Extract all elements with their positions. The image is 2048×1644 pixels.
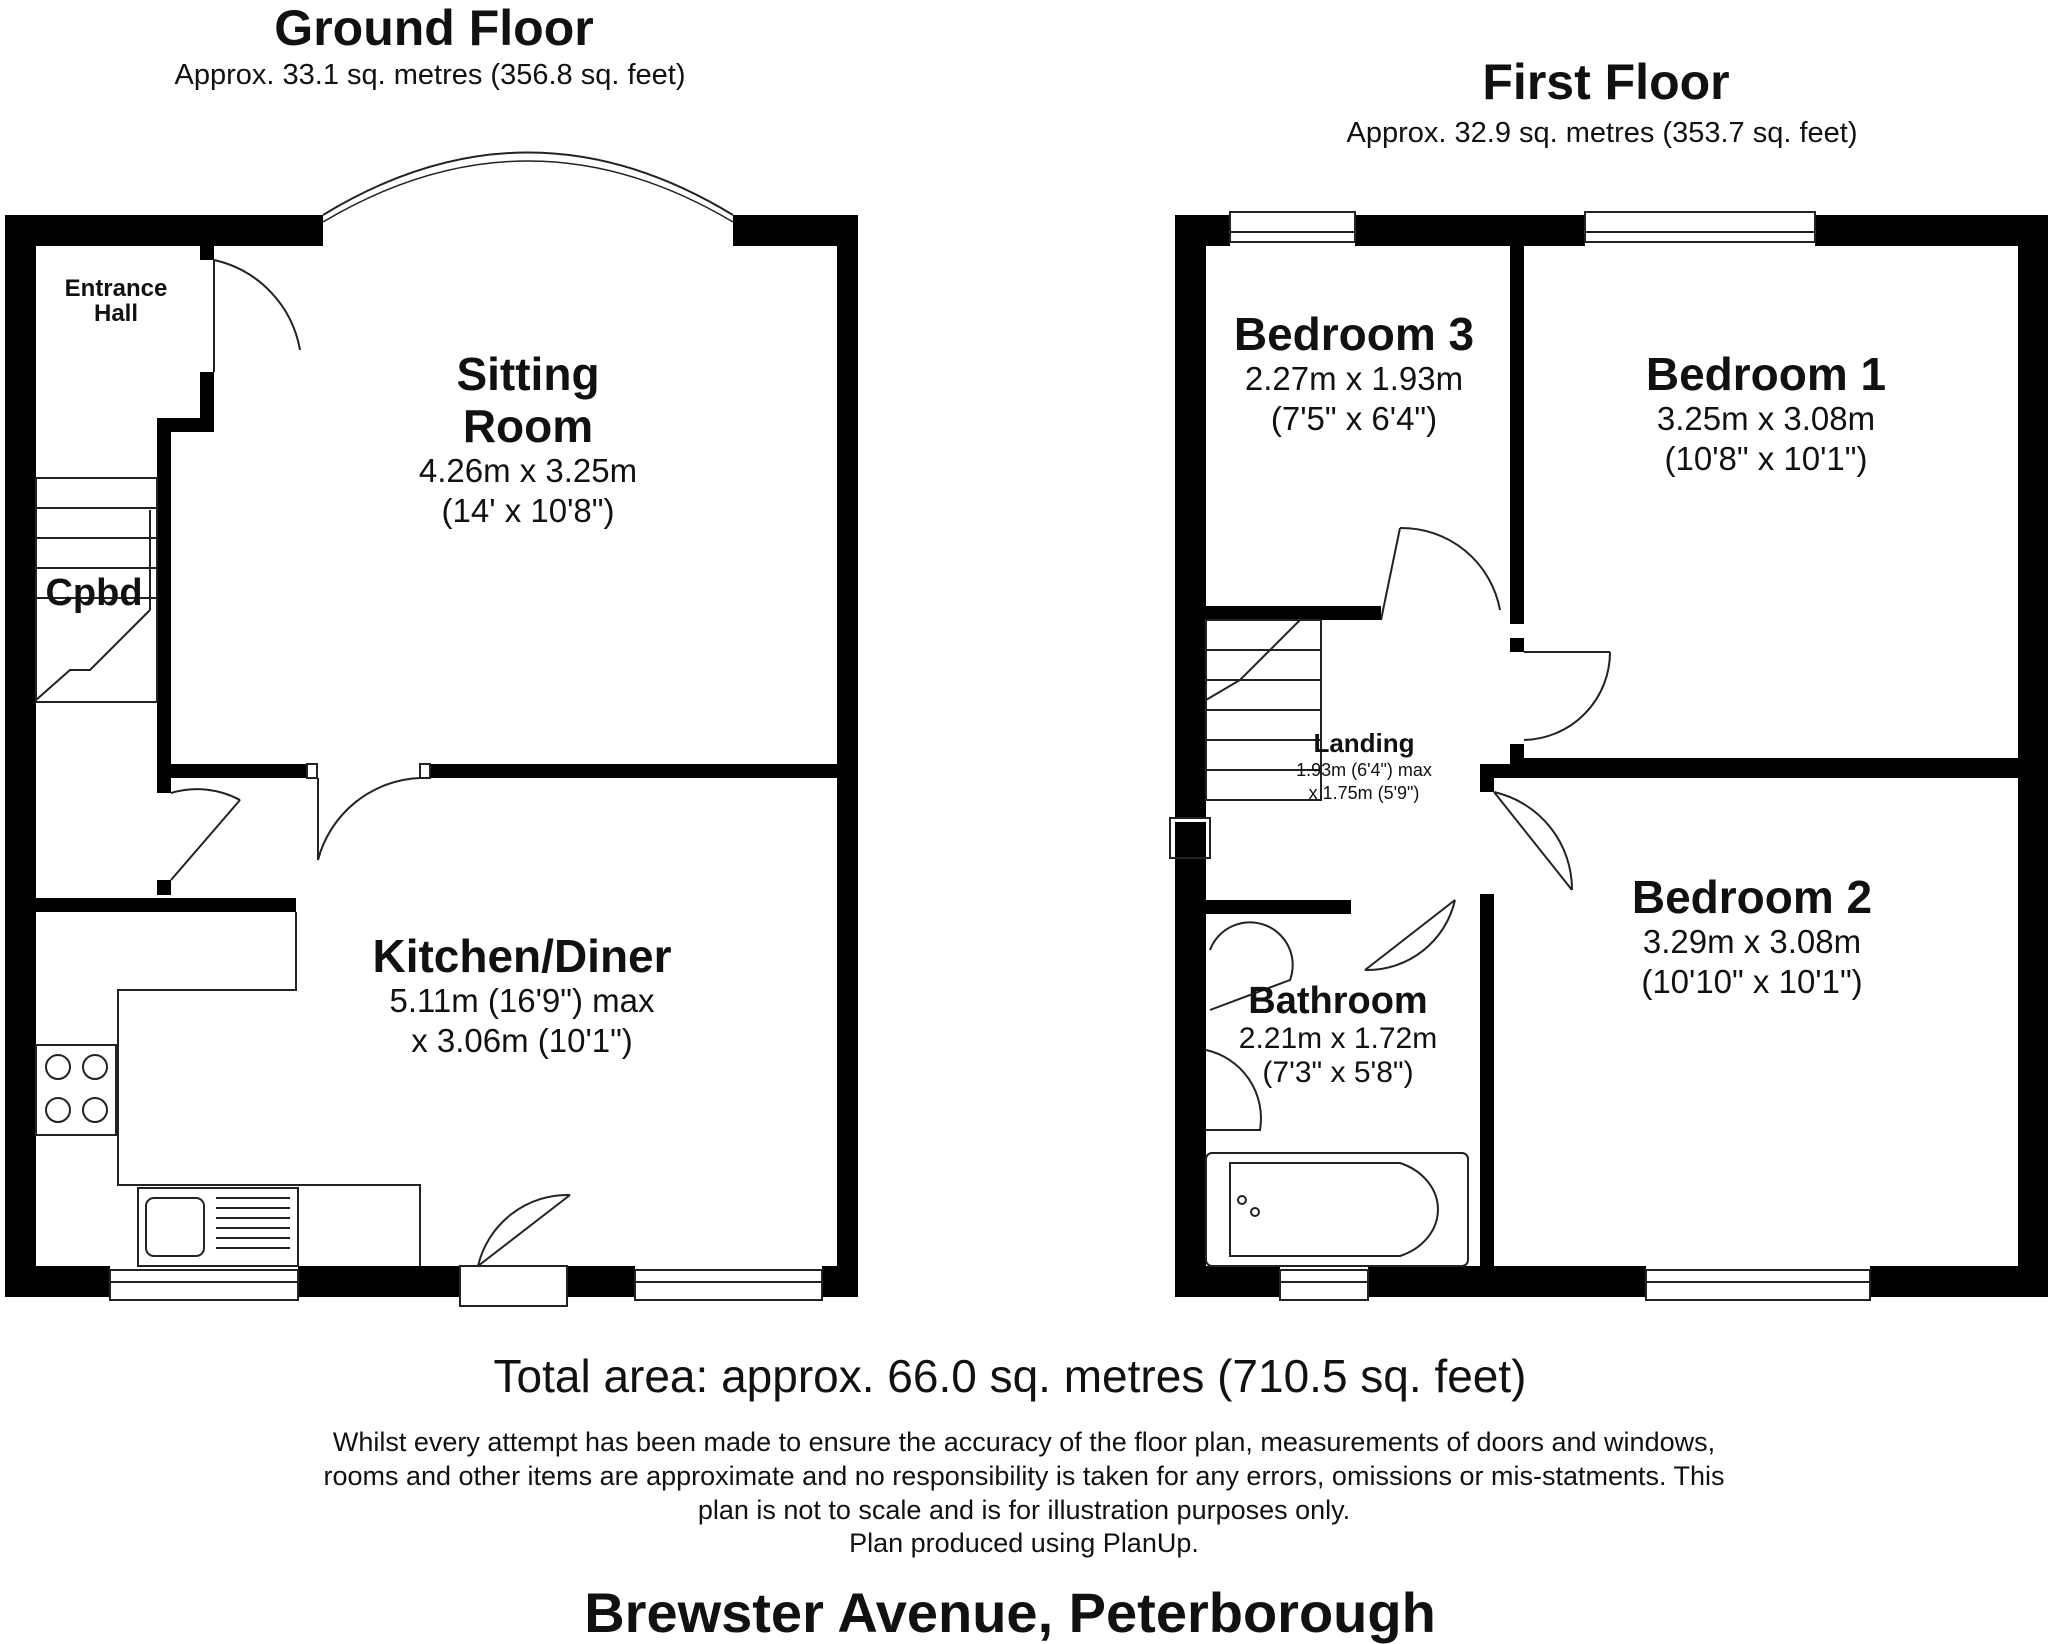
entrance-hall-label: Entrance Hall	[64, 275, 168, 328]
bedroom-1-dims-imperial: (10'8" x 10'1")	[1664, 440, 1868, 477]
kitchen-diner-dims-metric: 5.11m (16'9") max	[389, 982, 655, 1019]
bedroom-2-dims-imperial: (10'10" x 10'1")	[1641, 963, 1863, 1000]
sitting-room-name-line1: Sitting	[456, 348, 600, 400]
landing-name: Landing	[1313, 728, 1415, 758]
bathroom-dims-metric: 2.21m x 1.72m	[1238, 1022, 1438, 1055]
bedroom-1-dims-metric: 3.25m x 3.08m	[1656, 400, 1876, 437]
bedroom-3-name: Bedroom 3	[1233, 308, 1475, 360]
bedroom-1-name: Bedroom 1	[1645, 348, 1887, 400]
kitchen-diner-dims-imperial: x 3.06m (10'1")	[411, 1022, 633, 1059]
disclaimer-line-1: Whilst every attempt has been made to ensure the accuracy of the floor plan, measurements of doors and windows,	[332, 1427, 1716, 1457]
ground-floor-title: Ground Floor	[274, 0, 594, 56]
disclaimer-line-2: rooms and other items are approximate and no responsibility is taken for any errors, omissions or mis-statments. This	[323, 1460, 1725, 1491]
bedroom-2-dims-metric: 3.29m x 3.08m	[1642, 923, 1862, 960]
total-area: Total area: approx. 66.0 sq. metres (710.5 sq. feet)	[493, 1350, 1527, 1402]
sitting-room-dims-imperial: (14' x 10'8")	[441, 492, 615, 529]
property-address: Brewster Avenue, Peterborough	[584, 1581, 1436, 1644]
sitting-room-name-line2: Room	[462, 400, 594, 452]
kitchen-diner-name: Kitchen/Diner	[372, 930, 672, 982]
disclaimer-line-3: plan is not to scale and is for illustration purposes only.	[697, 1494, 1351, 1525]
bathroom-name: Bathroom	[1248, 980, 1428, 1022]
first-floor-title: First Floor	[1482, 54, 1730, 110]
first-floor-area: Approx. 32.9 sq. metres (353.7 sq. feet)	[1346, 117, 1858, 149]
ground-floor-windows	[110, 1270, 822, 1300]
landing-dims-line1: 1.93m (6'4") max	[1296, 760, 1432, 780]
ground-floor-area: Approx. 33.1 sq. metres (356.8 sq. feet)	[174, 59, 686, 91]
disclaimer-line-4: Plan produced using PlanUp.	[849, 1528, 1199, 1559]
ground-floor-walls	[5, 215, 858, 1297]
bedroom-2-name: Bedroom 2	[1631, 871, 1873, 923]
landing-dims-line2: x 1.75m (5'9")	[1308, 783, 1420, 803]
bathroom-dims-imperial: (7'3" x 5'8")	[1262, 1056, 1414, 1089]
bedroom-3-dims-metric: 2.27m x 1.93m	[1244, 360, 1464, 397]
cupboard-label: Cpbd	[45, 572, 143, 614]
bedroom-3-dims-imperial: (7'5" x 6'4")	[1270, 400, 1438, 437]
disclaimer-block	[174, 1426, 1874, 1561]
sitting-room-dims-metric: 4.26m x 3.25m	[418, 452, 638, 489]
